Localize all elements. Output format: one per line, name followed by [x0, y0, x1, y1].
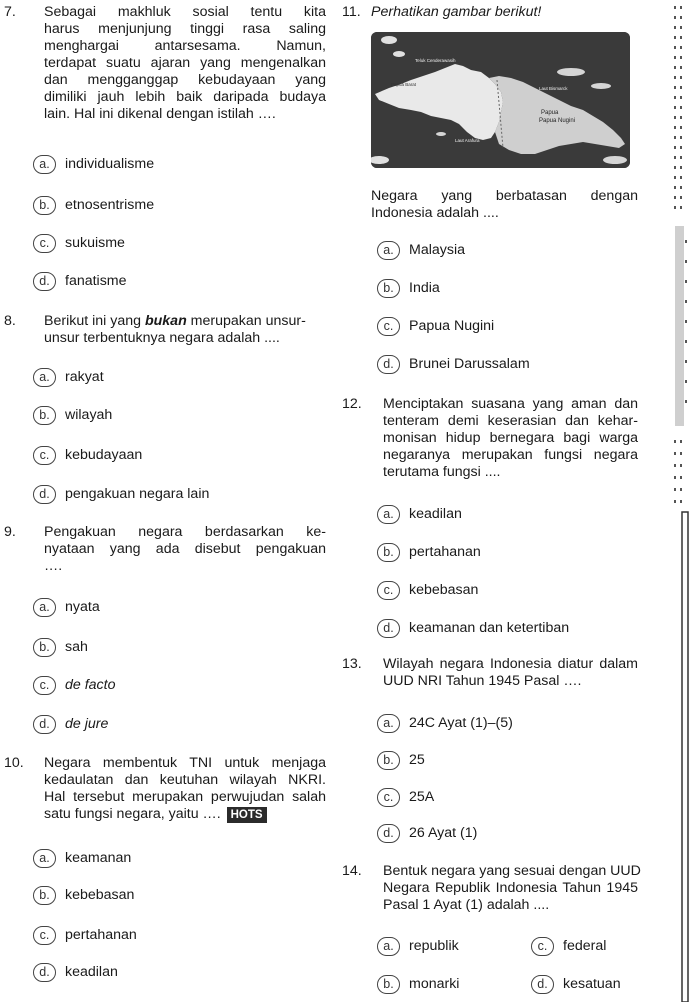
option-13a[interactable] [382, 713, 513, 733]
option-letter-bubble: b. [33, 406, 56, 425]
option-text: Malaysia [409, 241, 465, 258]
option-12c[interactable] [382, 580, 478, 600]
option-10a[interactable] [38, 848, 131, 868]
option-letter-bubble: d. [531, 975, 554, 994]
question-text [44, 524, 326, 575]
question-line: unsur terbentuknya negara adalah .... [44, 330, 280, 346]
option-10c[interactable] [38, 925, 137, 945]
question-line-end: merupakan unsur- [186, 313, 306, 329]
option-14b[interactable] [382, 974, 459, 994]
question-line: UUD NRI Tahun 1945 Pasal …. [383, 673, 582, 689]
option-text: pertahanan [409, 543, 481, 560]
option-text: kesatuan [563, 975, 621, 992]
question-text [44, 755, 326, 823]
option-letter-bubble: a. [33, 849, 56, 868]
option-letter-bubble: d. [33, 715, 56, 734]
question-number: 8. [4, 313, 16, 329]
question-13 [342, 656, 642, 696]
question-11-text [342, 188, 642, 228]
map-label-papua: Papua [541, 110, 559, 116]
option-text: republik [409, 937, 459, 954]
option-letter-bubble: b. [33, 196, 56, 215]
question-text [371, 188, 638, 222]
question-instruction: Perhatikan gambar berikut! [371, 4, 542, 20]
question-text [383, 396, 638, 481]
question-14 [342, 863, 642, 918]
binding-dots [674, 6, 682, 209]
page-tab-gray [675, 226, 684, 426]
question-line: lain. Hal ini dikenal dengan istilah …. [44, 106, 276, 122]
option-letter-bubble: c. [33, 926, 56, 945]
map-label-pp: Papua Barat [391, 82, 417, 87]
option-text: rakyat [65, 368, 104, 385]
option-11d[interactable] [382, 354, 530, 374]
option-letter-bubble: a. [377, 714, 400, 733]
option-text: kebebasan [409, 581, 479, 598]
option-7d[interactable] [38, 271, 127, 291]
question-text [44, 313, 326, 347]
option-letter-bubble: d. [33, 963, 56, 982]
question-line [44, 313, 326, 330]
option-11c[interactable] [382, 316, 494, 336]
option-text: nyata [65, 598, 100, 615]
option-text: de jure [65, 715, 109, 732]
question-line: …. [44, 558, 63, 574]
question-number: 13. [342, 656, 362, 672]
option-letter-bubble: a. [377, 241, 400, 260]
question-line: Pengakuan negara berdasarkan ke- [44, 524, 326, 540]
option-10b[interactable] [38, 885, 134, 905]
option-letter-bubble: a. [377, 937, 400, 956]
option-8d[interactable] [38, 484, 209, 504]
option-text: sah [65, 638, 88, 655]
question-line: tenteram demi keserasian dan kehar- [383, 413, 638, 429]
map-label-tl: Teluk Cenderawasih [415, 58, 456, 63]
option-8b[interactable] [38, 405, 112, 425]
question-line-text: satu fungsi negara, yaitu …. [44, 806, 221, 822]
map-label-papua-nugini: Papua Nugini [539, 118, 576, 124]
question-text [44, 4, 326, 123]
question-line: Negara membentuk TNI untuk menjaga [44, 755, 326, 771]
option-letter-bubble: c. [531, 937, 554, 956]
option-text: 26 Ayat (1) [409, 824, 478, 841]
option-13d[interactable] [382, 823, 477, 843]
option-text: pertahanan [65, 926, 137, 943]
option-14c[interactable] [536, 936, 606, 956]
question-line: kedaulatan dan keutuhan wilayah NKRI. [44, 772, 326, 788]
option-12d[interactable] [382, 618, 569, 638]
question-line-start: Berikut ini yang [44, 313, 145, 329]
option-letter-bubble: d. [377, 355, 400, 374]
option-letter-bubble: c. [377, 788, 400, 807]
option-text: Papua Nugini [409, 317, 495, 334]
option-text: Brunei Darussalam [409, 355, 530, 372]
question-line: terutama fungsi .... [383, 464, 501, 480]
question-line: terdapat suatu ajaran yang mengenalkan [44, 55, 326, 71]
option-letter-bubble: c. [33, 234, 56, 253]
option-8a[interactable] [38, 367, 104, 387]
option-text: monarki [409, 975, 460, 992]
map-island [393, 51, 405, 57]
option-letter-bubble: b. [377, 975, 400, 994]
option-9b[interactable] [38, 637, 88, 657]
option-8c[interactable] [38, 445, 142, 465]
option-text: etnosentrisme [65, 196, 155, 213]
question-line: Bentuk negara yang sesuai dengan UUD [383, 863, 641, 879]
papua-map [371, 32, 630, 168]
option-11b[interactable] [382, 278, 440, 298]
question-line: dimiliki jauh lebih baik daripada budaya [44, 89, 326, 105]
option-7c[interactable] [38, 233, 125, 253]
option-letter-bubble: b. [377, 543, 400, 562]
map-island [381, 36, 397, 44]
question-line: nyataan yang ada disebut pengakuan [44, 541, 326, 557]
question-text [383, 863, 641, 914]
option-13b[interactable] [382, 750, 425, 770]
option-text: federal [563, 937, 607, 954]
question-number: 12. [342, 396, 362, 412]
option-14a[interactable] [382, 936, 459, 956]
option-text: keamanan [65, 849, 132, 866]
question-line: harus menjunjung tinggi rasa saling [44, 21, 326, 37]
question-line: Pasal 1 Ayat (1) adalah .... [383, 897, 550, 913]
question-line: Sebagai makhluk sosial tentu kita [44, 4, 326, 20]
option-letter-bubble: d. [377, 619, 400, 638]
option-letter-bubble: d. [33, 485, 56, 504]
option-13c[interactable] [382, 787, 434, 807]
option-11a[interactable] [382, 240, 465, 260]
option-text: 25 [409, 751, 425, 768]
question-number: 9. [4, 524, 16, 540]
option-text: pengakuan negara lain [65, 485, 210, 502]
option-9c[interactable] [38, 675, 115, 695]
option-text: 25A [409, 788, 435, 805]
option-text: individualisme [65, 155, 155, 172]
question-line: monisan hidup bernegara bagi warga [383, 430, 638, 446]
option-letter-bubble: a. [33, 155, 56, 174]
page-tab-outline [682, 512, 688, 1002]
option-10d[interactable] [38, 962, 118, 982]
map-island [603, 156, 627, 164]
option-letter-bubble: b. [33, 638, 56, 657]
question-line: Negara yang berbatasan dengan [371, 188, 638, 204]
option-letter-bubble: a. [33, 368, 56, 387]
question-line: Negara Republik Indonesia Tahun 1945 [383, 880, 638, 896]
map-image [371, 32, 630, 168]
question-10 [4, 755, 326, 827]
question-line: Wilayah negara Indonesia diatur dalam [383, 656, 638, 672]
option-text: fanatisme [65, 272, 127, 289]
option-text: keadilan [409, 505, 462, 522]
question-line: Indonesia adalah .... [371, 205, 499, 221]
option-text: India [409, 279, 440, 296]
option-text: 24C Ayat (1)–(5) [409, 714, 513, 731]
question-8 [4, 313, 326, 353]
option-text: wilayah [65, 406, 113, 423]
map-island [436, 132, 446, 136]
map-island [591, 83, 611, 89]
question-number: 14. [342, 863, 362, 879]
option-letter-bubble: d. [33, 272, 56, 291]
map-label-laut-arafura: Laut Arafura [455, 138, 480, 143]
option-letter-bubble: c. [377, 317, 400, 336]
option-7b[interactable] [38, 195, 154, 215]
option-text: keamanan dan ketertiban [409, 619, 570, 636]
option-text: kebebasan [65, 886, 135, 903]
map-label-bm: Laut Bismarck [539, 86, 568, 91]
question-11 [342, 4, 642, 24]
question-line: menghargai antarsesama. Namun, [44, 38, 326, 54]
option-letter-bubble: a. [33, 598, 56, 617]
option-14d[interactable] [536, 974, 621, 994]
option-letter-bubble: b. [377, 751, 400, 770]
option-9a[interactable] [38, 597, 100, 617]
question-line [44, 806, 326, 823]
option-letter-bubble: b. [377, 279, 400, 298]
map-island [557, 68, 585, 76]
emphasis-word: bukan [144, 313, 187, 329]
question-12 [342, 396, 642, 486]
option-letter-bubble: a. [377, 505, 400, 524]
page-edge-decoration [672, 0, 690, 1002]
question-number: 7. [4, 4, 16, 20]
option-7a[interactable] [38, 154, 154, 174]
option-letter-bubble: c. [377, 581, 400, 600]
question-9 [4, 524, 326, 579]
option-12a[interactable] [382, 504, 462, 524]
option-letter-bubble: d. [377, 824, 400, 843]
option-9d[interactable] [38, 714, 108, 734]
question-number: 11. [342, 4, 361, 20]
question-number: 10. [4, 755, 24, 771]
question-line: dan mengganggap kebudayaan yang [44, 72, 326, 88]
question-line: Hal tersebut merupakan perwujudan salah [44, 789, 326, 805]
option-text: de facto [65, 676, 116, 693]
option-letter-bubble: b. [33, 886, 56, 905]
question-text [383, 656, 638, 690]
option-12b[interactable] [382, 542, 481, 562]
option-letter-bubble: c. [33, 676, 56, 695]
question-line: negaranya merupakan fungsi negara [383, 447, 638, 463]
option-text: sukuisme [65, 234, 125, 251]
question-line: Menciptakan suasana yang aman dan [383, 396, 638, 412]
option-letter-bubble: c. [33, 446, 56, 465]
hots-badge: HOTS [227, 807, 267, 823]
option-text: keadilan [65, 963, 118, 980]
option-text: kebudayaan [65, 446, 143, 463]
